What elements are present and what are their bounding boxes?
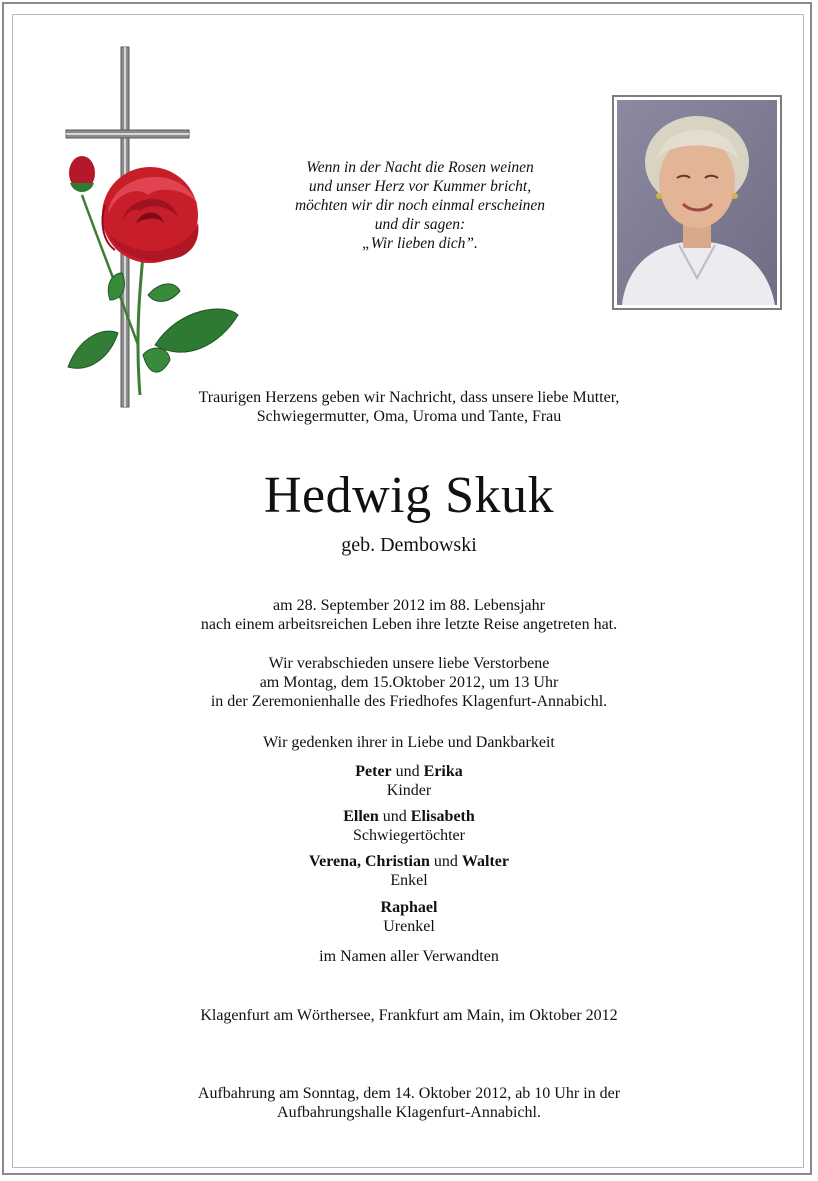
poem-line: „Wir lieben dich”. [362,235,478,252]
remembrance-text: Wir gedenken ihrer in Liebe und Dankbarkeit [263,734,555,751]
death-info [0,596,818,634]
family-name: Raphael [380,899,438,916]
family-conjunction: und [391,763,424,780]
deceased-name: Hedwig Skuk [263,467,555,524]
intro-line: Traurigen Herzens geben wir Nachricht, dass unsere liebe Mutter, [198,389,620,406]
funeral-info-line: Wir verabschieden unsere liebe Verstorbene [268,655,550,672]
family-role: Enkel [390,872,428,889]
family-group-great-grandchildren [0,898,818,936]
funeral-info-line: in der Zeremonienhalle des Friedhofes Klagenfurt-Annabichl. [210,693,608,710]
family-role: Schwiegertöchter [353,827,465,844]
family-group-grandchildren [0,852,818,890]
portrait-image [617,100,777,305]
portrait-photo [612,95,782,310]
poem-line: und unser Herz vor Kummer bricht, [308,178,532,195]
intro-line: Schwiegermutter, Oma, Uroma und Tante, Frau [256,408,562,425]
family-name: Elisabeth [410,808,475,825]
death-info-line: nach einem arbeitsreichen Leben ihre letzte Reise angetreten hat. [200,616,618,633]
cross-rose-icon [50,45,245,415]
funeral-info [0,654,818,711]
funeral-info-line: am Montag, dem 15.Oktober 2012, um 13 Uhr [259,674,559,691]
family-name: Walter [461,853,509,870]
family-conjunction: und [429,853,462,870]
family-conjunction: und [378,808,411,825]
place-date: Klagenfurt am Wörthersee, Frankfurt am Main, im Oktober 2012 [200,1007,618,1024]
family-name: Erika [423,763,463,780]
viewing-info [0,1084,818,1122]
relatives-text: im Namen aller Verwandten [319,948,499,965]
intro-text [0,388,818,426]
family-name: Verena, Christian [309,853,430,870]
family-name: Peter [355,763,392,780]
poem-line: Wenn in der Nacht die Rosen weinen [306,159,534,176]
family-group-children [0,762,818,800]
viewing-line: Aufbahrungshalle Klagenfurt-Annabichl. [277,1104,541,1121]
family-group-daughters-in-law [0,807,818,845]
family-name: Ellen [343,808,379,825]
family-role: Urenkel [383,918,435,935]
poem [240,158,600,253]
poem-line: möchten wir dir noch einmal erscheinen [294,197,546,214]
viewing-line: Aufbahrung am Sonntag, dem 14. Oktober 2012, ab 10 Uhr in der [197,1085,621,1102]
family-role: Kinder [386,782,432,799]
death-info-line: am 28. September 2012 im 88. Lebensjahr [273,597,545,614]
poem-line: und dir sagen: [374,216,466,233]
maiden-name: geb. Dembowski [341,534,477,556]
